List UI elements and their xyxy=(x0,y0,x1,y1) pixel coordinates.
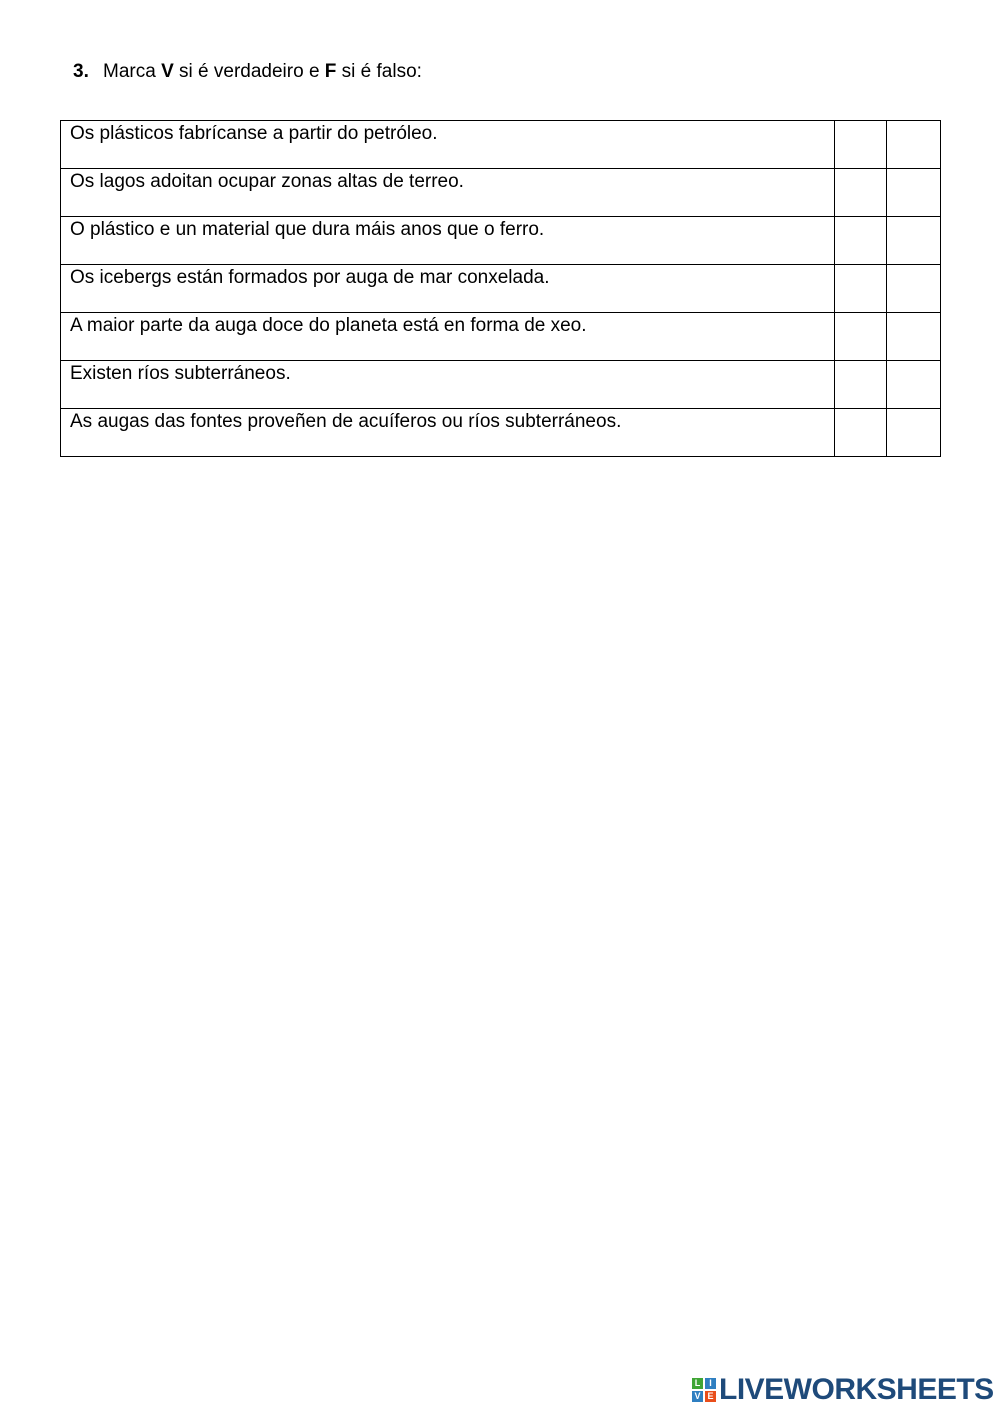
true-answer-box[interactable] xyxy=(835,313,887,361)
true-answer-box[interactable] xyxy=(835,265,887,313)
true-answer-box[interactable] xyxy=(835,361,887,409)
false-answer-box[interactable] xyxy=(887,361,941,409)
true-answer-box[interactable] xyxy=(835,121,887,169)
true-false-table xyxy=(60,120,941,457)
statement-cell: Os lagos adoitan ocupar zonas altas de terreo. xyxy=(61,169,835,217)
statement-cell: Os icebergs están formados por auga de mar conxelada. xyxy=(61,265,835,313)
liveworksheets-brand xyxy=(692,1375,994,1405)
brand-name: LIVEWORKSHEETS xyxy=(719,1373,994,1406)
false-answer-box[interactable] xyxy=(887,313,941,361)
liveworksheets-logo-icon xyxy=(692,1378,716,1402)
true-answer-box[interactable] xyxy=(835,217,887,265)
table-row xyxy=(61,313,941,361)
logo-tile: I xyxy=(705,1378,716,1389)
statement-cell: O plástico e un material que dura máis anos que o ferro. xyxy=(61,217,835,265)
statement-cell: A maior parte da auga doce do planeta está en forma de xeo. xyxy=(61,313,835,361)
instruction-text-part1: Marca xyxy=(103,61,162,82)
false-answer-box[interactable] xyxy=(887,217,941,265)
table-row xyxy=(61,217,941,265)
instruction-text-part3: si é falso: xyxy=(336,61,422,82)
false-answer-box[interactable] xyxy=(887,409,941,457)
table-row xyxy=(61,409,941,457)
statement-cell: Existen ríos subterráneos. xyxy=(61,361,835,409)
logo-tile: L xyxy=(692,1378,703,1389)
false-marker: F xyxy=(324,61,337,82)
logo-tile: V xyxy=(692,1391,703,1402)
statement-cell: Os plásticos fabrícanse a partir do petróleo. xyxy=(61,121,835,169)
false-answer-box[interactable] xyxy=(887,121,941,169)
logo-tile: E xyxy=(705,1391,716,1402)
exercise-number: 3. xyxy=(73,61,89,82)
table-row xyxy=(61,361,941,409)
instruction-text-part2: si é verdadeiro e xyxy=(173,61,325,82)
exercise-instruction xyxy=(73,60,422,84)
statement-cell: As augas das fontes proveñen de acuíferos ou ríos subterráneos. xyxy=(61,409,835,457)
true-marker: V xyxy=(161,61,174,82)
true-answer-box[interactable] xyxy=(835,169,887,217)
false-answer-box[interactable] xyxy=(887,169,941,217)
false-answer-box[interactable] xyxy=(887,265,941,313)
table-row xyxy=(61,265,941,313)
table-row xyxy=(61,121,941,169)
table-row xyxy=(61,169,941,217)
true-answer-box[interactable] xyxy=(835,409,887,457)
